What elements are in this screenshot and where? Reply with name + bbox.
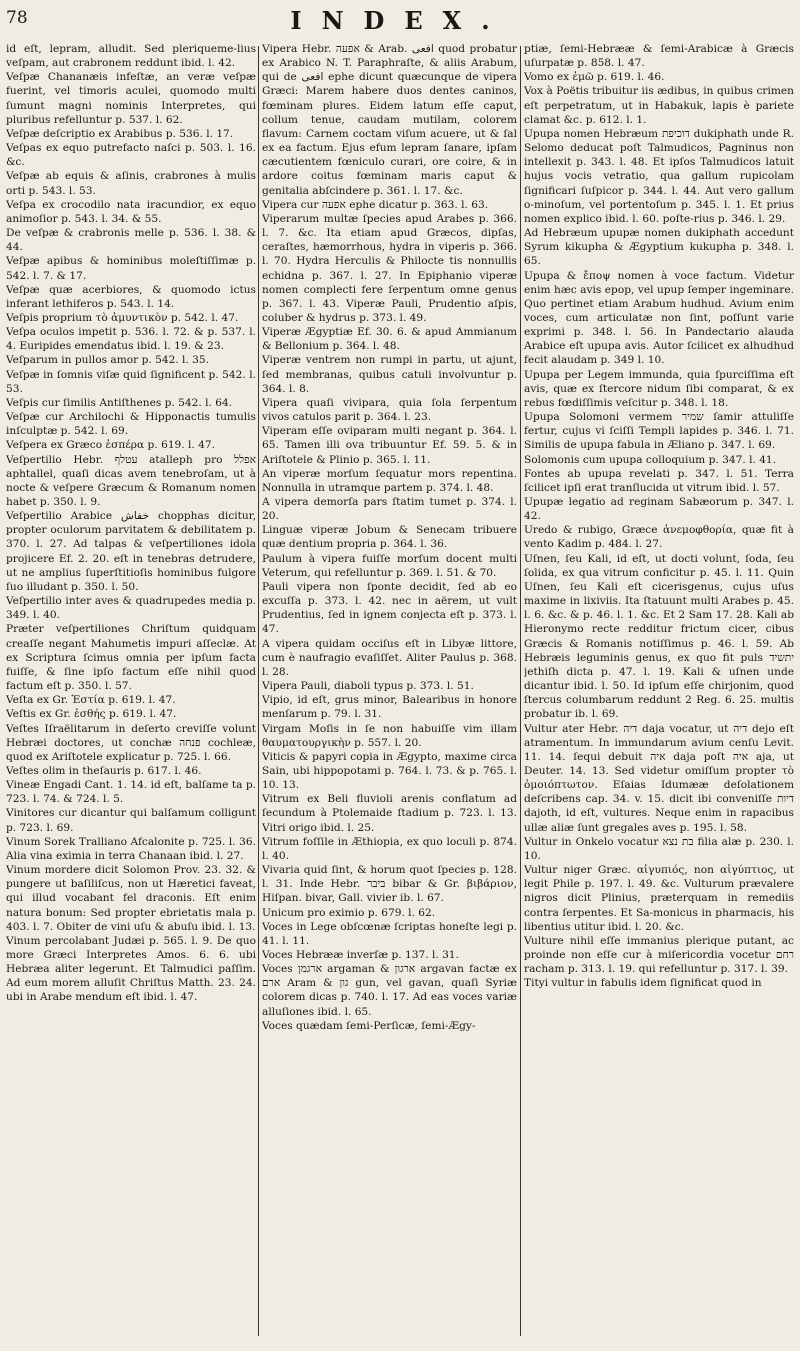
index-entry: De veſpæ & crabronis melle p. 536. l. 38. & 44. [6, 227, 256, 254]
index-entry: Vultur ater Hebr. דיה daja vocatur, ut דיה dejo eſt atramentum. In immundarum avium cenſu Levit. 11. 14. ſequi debuit איה daja poſt איה aja, ut Deuter. 14. 13. Sed videtur omiſſum propter τὸ ὁμοιόπτωτον. Eſaias Idumææ deſolationem deſcribens cap. 34. v. 15. dicit ibi conveniſſe דיות dajoth, id eſt, vultures. Neque enim in rapacibus ullæ aliæ ſunt gregales aves p. 195. l. 58. [524, 722, 794, 834]
index-entry: Veſpæ Chananæis infeſtæ, an veræ veſpæ fuerint, vel timoris aculei, quomodo multi ſumunt magni nominis Interpretes, qui pluribus refelluntur p. 537. l. 62. [6, 71, 256, 126]
index-entry: Vitrum ex Beli fluvioli arenis conflatum ad ſecundum à Ptolemaide ſtadium p. 723. l. 13. Vitri origo ibid. l. 25. [262, 793, 517, 834]
index-entry: Linguæ viperæ Jobum & Senecam tribuere quæ dentium propria p. 364. l. 36. [262, 524, 517, 551]
index-entry: ptiæ, ſemi-Hebrææ & ſemi-Arabicæ à Græcis uſurpatæ p. 858. l. 47. [524, 43, 794, 70]
index-entry: A vipera quidam occiſus eſt in Libyæ littore, cum è naufragio evaſiſſet. Aliter Paulus p. 368. l. 28. [262, 637, 517, 678]
index-entry: Vipera quaſi vivipara, quia ſola ſerpentum vivos catulos parit p. 364. l. 23. [262, 396, 517, 424]
index-entry: Voces quædam ſemi-Perſicæ, ſemi-Ægy- [262, 1019, 476, 1032]
index-entry: Veſpertilio inter aves & quadrupedes media p. 349. l. 40. [6, 595, 256, 622]
index-entry: Viperam eſſe oviparam multi negant p. 364. l. 65. Tamen illi ova tribuuntur Ef. 59. 5. & in Ariſtotele & Plinio p. 365. l. 11. [262, 425, 517, 466]
index-entry: Virgam Moſis in ſe non habuiſſe vim illam θαυματουργικὴν p. 557. l. 20. [262, 722, 517, 749]
index-entry: Upupa & ἔποψ nomen à voce factum. Videtur enim hæc avis epop, vel upup ſemper ingeminare. Quo pertinet etiam Arabum hudhud. Avium enim voces, cum articulatæ non ſint, poſſunt varie exprimi p. 348. l. 56. In Pandectario alauda Arabice eſt upupa avis. Autor ſcilicet ex alhudhud fecit alaudam p. 349 l. 10. [524, 269, 794, 367]
index-entry: Voces ארגמן argaman & ארגון argavan factæ ex ארם Aram & גון gun, vel gavan, quaſi Syriæ colorem dicas p. 740. l. 17. Ad eas voces variæ alluſiones ibid. l. 65. [262, 963, 517, 1018]
index-entry: Vulture nihil eſſe immanius plerique putant, ac proinde non eſſe cur à miſericordia vocetur רחם racham p. 313. l. 19. qui refelluntur p. 317. l. 39. [524, 934, 794, 976]
index-entry: Veſpæ cur Archilochi & Hipponactis tumulis inſculptæ p. 542. l. 69. [6, 411, 256, 438]
index-entry: Vinum mordere dicit Solomon Prov. 23. 32. & pungere ut baſiliſcus, non ut Hæretici faveat, qui illud vocabant fel draconis. Eſt enim natura bonum: Sed propter ebrietatis mala p. 403. l. 7. Obiter de vini uſu & abuſu ibid. l. 13. [6, 864, 256, 933]
page-header [0, 0, 800, 48]
index-entry: Upupa nomen Hebræum דוכיפת dukiphath unde R. Selomo deducat poſt Talmudicos, Pagninus non intellexit p. 343. l. 48. Et ipſos Talmudicos latuit hujus vocis vetratio, qua gallum rupicolam ſignificari ſuſpicor p. 344. l. 44. Aut vero gallum o-minoſum, vel portentoſum p. 345. l. 1. Et prius nomen explico ibid. l. 60. poſte-rius p. 346. l. 29. [524, 127, 794, 225]
index-entry: Fontes ab upupa revelati p. 347. l. 51. Terra ſcilicet ipſi erat tranſlucida ut vitrum ibid. l. 57. [524, 467, 794, 494]
index-entry: Veſtes Iſraëlitarum in deſerto creviſſe volunt Hebræi doctores, ut conchæ פנחה cochleæ, quod ex Ariſtotele explicatur p. 725. l. 66. [6, 722, 256, 763]
index-entry: An viperæ morſum ſequatur mors repentina. Nonnulla in utramque partem p. 374. l. 48. [262, 467, 517, 494]
index-entry: Veſpæ deſcriptio ex Arabibus p. 536. l. 17. [6, 127, 234, 140]
index-entry: Vineæ Engadi Cant. 1. 14. id eſt, balſame ta p. 723. l. 74. & 724. l. 5. [6, 779, 256, 806]
index-entry: Vultur in Onkelo vocatur בת נצא filia alæ p. 230. l. 10. [524, 835, 794, 862]
index-entry: Upupæ legatio ad reginam Sabæorum p. 347. l. 42. [524, 496, 794, 523]
index-entry: Vox à Poëtis tribuitur iis ædibus, in quibus crimen eſt perpetratum, ut in Habakuk, lapis è pariete clamat &c. p. 612. l. 1. [524, 85, 794, 126]
index-entry: Veſpera ex Græco ἑσπέρα p. 619. l. 47. [6, 439, 215, 452]
index-entry: Veſpertilio Hebr. עטלף atalleph pro אפלל aphtallel, quaſi dicas avem tenebroſam, ut à nocte & veſpere Græcum & Romanum nomen habet p. 350. l. 9. [6, 453, 256, 508]
index-entry: Veſpa ex crocodilo nata iracundior, ex equo animoſior p. 543. l. 34. & 55. [6, 198, 256, 225]
index-entry: Veſpæ in ſomnis viſæ quid ſignificent p. 542. l. 53. [6, 368, 256, 395]
index-entry: Vinitores cur dicantur qui balſamum colligunt p. 723. l. 69. [6, 807, 256, 834]
index-entry: Voces in Lege obſcœnæ ſcriptas honeſte legi p. 41. l. 11. [262, 920, 517, 947]
index-entry: Veſparum in pullos amor p. 542. l. 35. [6, 354, 210, 367]
index-entry: Vinum percolabant Judæi p. 565. l. 9. De quo more Græci Interpretes Amos. 6. 6. ubi Hebræa aliter legerunt. Et Talmudici paſſim. Ad eum morem alluſit Chriſtus Matth. 23. 24. ubi in Arabe mendum eſt ibid. l. 47. [6, 934, 256, 1004]
index-entry: Veſpæ apibus & hominibus moleſtiſſimæ p. 542. l. 7. & 17. [6, 255, 256, 282]
index-entry: Veſpis cur ſimilis Antiſthenes p. 542. l. 64. [6, 396, 233, 409]
page-title: INDEX. [290, 6, 510, 35]
index-entry: Vivaria quid ſint, & horum quot ſpecies p. 128. l. 31. Inde Hebr. ביבר bibar & Gr. βιβάριον, Hiſpan. bivar, Gall. vivier ib. l. 67. [262, 864, 517, 905]
index-entry: Veſtis ex Gr. ἐσθής p. 619. l. 47. [6, 708, 177, 721]
index-entry: Voces Hebrææ inverſæ p. 137. l. 31. [262, 949, 459, 961]
index-columns [0, 42, 800, 1342]
index-entry: Veſpæ quæ acerbiores, & quomodo ictus inferant lethiferos p. 543. l. 14. [6, 283, 256, 310]
index-entry: Pauli vipera non ſponte decidit, ſed ab eo excuſſa p. 373. l. 42. nec in aërem, ut vult Prudentius, ſed in ignem conjecta eſt p. 373. l. 47. [262, 580, 517, 636]
index-entry: Paulum à vipera fuiſſe morſum docent multi Veterum, qui refelluntur p. 369. l. 51. & 70. [262, 552, 517, 579]
index-entry: Præter veſpertiliones Chriſtum quidquam creaſſe negant Mahumetis impuri aſſeclæ. At ex Scriptura ſcimus omnia per ipſum facta fuiſſe, & ſine ipſo factum eſſe nihil quod factum eſt p. 350. l. 57. [6, 623, 256, 693]
index-entry: Uſnen, ſeu Kali, id eſt, ut docti volunt, ſoda, ſeu ſolida, ex qua vitrum conficitur p. 45. l. 11. Quin Uſnen, ſeu Kali eſt cicerisgenus, cujus uſus maxime in lixiviis. Ita ſtatuunt multi Arabes p. 45. l. 6. &c. & p. 46. l. 1. &c. Et 2 Sam 17. 28. Kali ab Hieronymo recte redditur frictum cicer, cibus Græcis & Romanis notiſſimus p. 46. l. 59. Ab Hebræis leguminis genus, ex quo fit puls יתשיד jethiſh dicta p. 47. l. 19. Kali & uſnen unde dicantur ibid. l. 50. Id ipſum eſſe chirjonim, quod ſtercus columbarum reddunt 2 Reg. 6. 25. multis probatur ib. l. 69. [524, 552, 794, 721]
page-number: 78 [6, 8, 28, 28]
index-entry: Upupa per Legem immunda, quia ſpurciſſima eſt avis, quæ ex ſtercore nidum ſibi comparat, & ex rebus fœdiſſimis veſcitur p. 348. l. 18. [524, 368, 794, 409]
index-entry: Tityi vultur in fabulis idem ſignificat quod in [524, 977, 762, 990]
index-entry: Veſpæ ab equis & aſinis, crabrones à mulis orti p. 543. l. 53. [6, 170, 256, 197]
index-entry: Veſpa oculos impetit p. 536. l. 72. & p. 537. l. 4. Euripides emendatus ibid. l. 19. & 23. [6, 326, 256, 353]
index-entry: Unicum pro eximio p. 679. l. 62. [262, 906, 436, 919]
index-entry: Viperarum multæ ſpecies apud Arabes p. 366. l. 7. &c. Ita etiam apud Græcos, dipſas, ceraſtes, hæmorrhous, hydra in viperis p. 366. l. 70. Hydra Herculis & Philocte tis nonnullis echidna p. 367. l. 27. In Epiphanio viperæ nomen complecti fere ſerpentum omne genus p. 367. l. 43. Viperæ Pauli, Prudentio aſpis, coluber & hydrus p. 373. l. 49. [262, 212, 517, 324]
index-entry: Solomonis cum upupa colloquium p. 347. l. 41. [524, 453, 777, 466]
index-entry: Veſta ex Gr. Ἑστία p. 619. l. 47. [6, 694, 176, 707]
index-column-left [6, 42, 256, 1342]
index-entry: id eſt, lepram, alludit. Sed pleriqueme-lius veſpam, aut crabronem reddunt ibid. l. 42. [6, 43, 256, 70]
index-entry: Veſpis proprium τὸ ἀμυντικὸν p. 542. l. 47. [6, 311, 239, 324]
index-entry: Veſpas ex equo putrefacto naſci p. 503. l. 16. &c. [6, 142, 256, 169]
index-entry: Viperæ ventrem non rumpi in partu, ut ajunt, ſed membranas, quibus catuli involvuntur p. 364. l. 8. [262, 354, 517, 395]
index-entry: Vinum Sorek Tralliano Afcalonite p. 725. l. 36. Alia vina eximia in terra Chanaan ibid. l. 27. [6, 835, 256, 862]
index-entry: Upupa Solomoni vermem שמיר ſamir attuliſſe fertur, cujus vi ſciſſi Templi lapides p. 346. l. 71. Similis de upupa fabula in Æliano p. 347. l. 69. [524, 411, 794, 452]
index-entry: A vipera demorſa pars ſtatim tumet p. 374. l. 20. [262, 496, 517, 523]
index-column-middle [262, 42, 517, 1342]
index-entry: Vultur niger Græc. αἰγυπιός, non αἰγύπτιος, ut legit Phile p. 197. l. 49. &c. Vulturum prævalere nigros dicit Plinius, præterquam in remediis contra ſerpentes. Et Sa-monicus in pharmacis, his libentius utitur ibid. l. 20. &c. [524, 864, 794, 933]
index-entry: Vomo ex ἐμῶ p. 619. l. 46. [524, 71, 665, 84]
index-entry: Uredo & rubigo, Græce ἀνεμοφθορία, quæ fit à vento Kadim p. 484. l. 27. [524, 524, 794, 551]
index-entry: Vipera Hebr. אפעה & Arab. افعى quod probatur ex Arabico N. T. Paraphraſte, & aliis Arabum, qui de افعى ephe dicunt quæcunque de vipera Græci: Marem habere duos dentes caninos, fœminam plures. Eidem latum eſſe caput, collum tenue, caudam mutilam, colorem flavum: Carnem coctam viſum acuere, ut & ſal ex ea factum. Ejus efum lepram ſanare, ipſam cæcutientem fœniculo curari, ore coire, & in ardore coitus fœminam maris caput & genitalia abſcindere p. 361. l. 17. &c. [262, 43, 517, 197]
index-entry: Vitrum foſſile in Æthiopia, ex quo loculi p. 874. l. 40. [262, 835, 517, 862]
index-column-right [524, 42, 794, 1342]
index-entry: Vipera Pauli, diaboli typus p. 373. l. 51. [262, 680, 474, 693]
index-entry: Veſtes olim in theſauris p. 617. l. 46. [6, 764, 202, 777]
index-entry: Vipera cur אפעה ephe dicatur p. 363. l. 63. [262, 198, 489, 211]
index-entry: Ad Hebræum upupæ nomen dukiphath accedunt Syrum kikupha & Ægyptium kukupha p. 348. l. 65. [524, 227, 794, 268]
index-entry: Vipio, id eſt, grus minor, Balearibus in honore menſarum p. 79. l. 31. [262, 694, 517, 721]
index-entry: Viperæ Ægyptiæ Ef. 30. 6. & apud Ammianum & Bellonium p. 364. l. 48. [262, 326, 517, 353]
index-entry: Viticis & papyri copia in Ægypto, maxime circa Sain, ubi hippopotami p. 764. l. 73. & p. 765. l. 10. 13. [262, 750, 517, 792]
index-entry: Veſpertilio Arabice خفاش chopphas dicitur, propter oculorum parvitatem & debilitatem p. 370. l. 27. Ad talpas & veſpertiliones idola projicere Ef. 2. 20. eſt in tenebras detrudere, ut ne amplius ſuperſtitioſis hominibus fulgore ſuo illudant p. 350. l. 50. [6, 510, 256, 593]
